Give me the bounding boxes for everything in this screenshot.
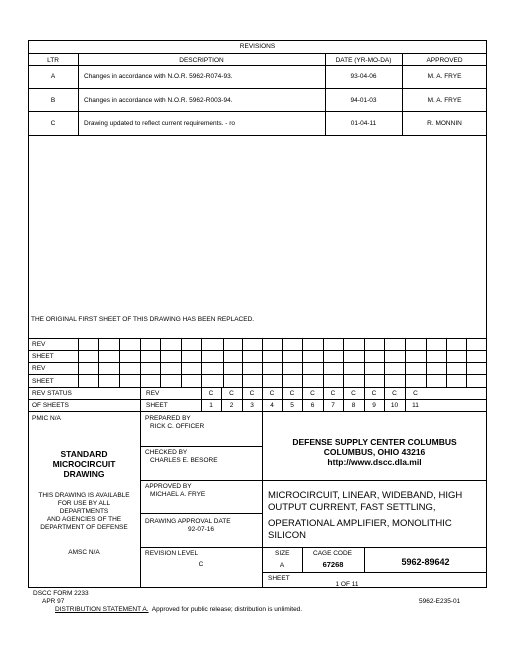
availability-text: DEPARTMENT OF DEFENSE: [40, 524, 128, 531]
approved-by-name: MICHAEL A. FRYE: [150, 491, 206, 498]
amsc-label: AMSC N/A: [68, 549, 100, 556]
drawing-title: MICROCIRCUIT, LINEAR, WIDEBAND, HIGH: [268, 490, 463, 501]
distribution-label: DISTRIBUTION STATEMENT A.: [55, 606, 149, 613]
sheet-number-cell: 4: [270, 402, 274, 409]
approved-by-label: APPROVED BY: [145, 483, 192, 490]
size-label: SIZE: [275, 550, 290, 557]
sheet-number-cell: 2: [229, 402, 234, 409]
agency-address: COLUMBUS, OHIO 43216: [323, 447, 426, 457]
availability-text: FOR USE BY ALL: [57, 500, 111, 507]
rev-row-approved: M. A. FRYE: [427, 73, 462, 80]
rev-row-date: 01-04-11: [350, 120, 377, 127]
availability-text: THIS DRAWING IS AVAILABLE: [38, 492, 130, 499]
checked-by-label: CHECKED BY: [145, 449, 188, 456]
agency-website: http://www.dscc.dla.mil: [327, 457, 422, 467]
availability-text: AND AGENCIES OF THE: [46, 516, 122, 523]
standard-title: STANDARD: [60, 449, 108, 459]
agency-name: DEFENSE SUPPLY CENTER COLUMBUS: [292, 437, 457, 447]
sheet-number-cell: 6: [310, 402, 315, 409]
pmic-label: PMIC N/A: [32, 415, 61, 422]
drawing-number: 5962-89642: [401, 557, 450, 567]
grid-label: REV: [32, 365, 46, 372]
document-id: 5962-E235-01: [419, 598, 461, 605]
rev-status-cell: C: [392, 390, 397, 397]
rev-status-cell: C: [351, 390, 356, 397]
drawing-title: OPERATIONAL AMPLIFIER, MONOLITHIC: [268, 518, 452, 529]
col-header-date: DATE (YR-MO-DA): [335, 57, 392, 64]
distribution-text: Approved for public release; distribution is unlimited.: [148, 606, 303, 613]
drawing-title: OUTPUT CURRENT, FAST SETTLING,: [268, 502, 436, 513]
rev-row-date: 93-04-06: [350, 73, 377, 80]
revision-level-label: REVISION LEVEL: [145, 550, 199, 557]
size-value: A: [279, 562, 285, 569]
drawing-title: SILICON: [268, 530, 307, 541]
standard-title: DRAWING: [63, 469, 105, 479]
sheet-label: SHEET: [146, 402, 168, 409]
form-number: DSCC FORM 2233: [33, 590, 89, 597]
sheet-number-cell: 8: [351, 402, 356, 409]
rev-status-cell: C: [310, 390, 315, 397]
col-header-ltr: LTR: [47, 57, 59, 64]
replaced-note: THE ORIGINAL FIRST SHEET OF THIS DRAWING HAS BEEN REPLACED.: [31, 316, 255, 323]
rev-status-label: REV STATUS: [32, 390, 72, 397]
sheet-number-cell: 7: [331, 402, 335, 409]
rev-status-cell: C: [371, 390, 377, 397]
rev-row-date: 94-01-03: [350, 97, 377, 104]
rev-status-cell: C: [413, 390, 418, 397]
rev-status-cell: C: [208, 390, 214, 397]
col-header-approved: APPROVED: [426, 57, 463, 64]
rev-row-description: Changes in accordance with N.O.R. 5962-R003-94.: [84, 97, 233, 104]
approval-date-label: DRAWING APPROVAL DATE: [145, 518, 231, 525]
rev-row-description: Drawing updated to reflect current requirements. - ro: [84, 120, 236, 127]
grid-label: REV: [32, 341, 46, 348]
of-sheets-label: OF SHEETS: [32, 402, 69, 409]
sheet-number-cell: 1: [209, 402, 213, 409]
sheet-label: SHEET: [268, 575, 290, 582]
grid-label: SHEET: [32, 353, 54, 360]
sheet-number-cell: 3: [250, 402, 254, 409]
revisions-title: REVISIONS: [239, 43, 276, 50]
rev-row-ltr: C: [50, 120, 56, 127]
availability-text: DEPARTMENTS: [59, 508, 109, 515]
sheet-of-value: 1 OF 11: [335, 581, 359, 588]
prepared-by-label: PREPARED BY: [145, 415, 191, 422]
standard-title: MICROCIRCUIT: [52, 459, 116, 469]
rev-status-cell: C: [289, 390, 295, 397]
sheet-number-cell: 5: [290, 402, 294, 409]
rev-row-description: Changes in accordance with N.O.R. 5962-R074-93.: [84, 73, 233, 80]
rev-status-cell: C: [249, 390, 255, 397]
form-date: APR 97: [42, 598, 65, 605]
rev-label: REV: [146, 390, 160, 397]
rev-status-cell: C: [229, 390, 234, 397]
cage-code-value: 67268: [322, 560, 344, 569]
grid-label: SHEET: [32, 378, 54, 385]
rev-row-ltr: A: [50, 73, 56, 80]
rev-status-cell: C: [330, 390, 336, 397]
rev-row-approved: R. MONNIN: [427, 120, 462, 127]
checked-by-name: CHARLES E. BESORE: [150, 457, 218, 464]
revision-level-value: C: [198, 561, 204, 568]
distribution-statement: [55, 606, 302, 614]
prepared-by-name: RICK C. OFFICER: [150, 423, 205, 430]
sheet-number-cell: 10: [390, 402, 399, 409]
sheet-number-cell: 11: [412, 402, 419, 409]
cage-code-label: CAGE CODE: [313, 550, 353, 557]
approval-date-value: 92-07-16: [187, 526, 215, 533]
col-header-description: DESCRIPTION: [179, 57, 224, 64]
rev-status-cell: C: [269, 390, 275, 397]
rev-row-approved: M. A. FRYE: [427, 97, 462, 104]
rev-row-ltr: B: [50, 97, 56, 104]
sheet-number-cell: 9: [372, 402, 376, 409]
